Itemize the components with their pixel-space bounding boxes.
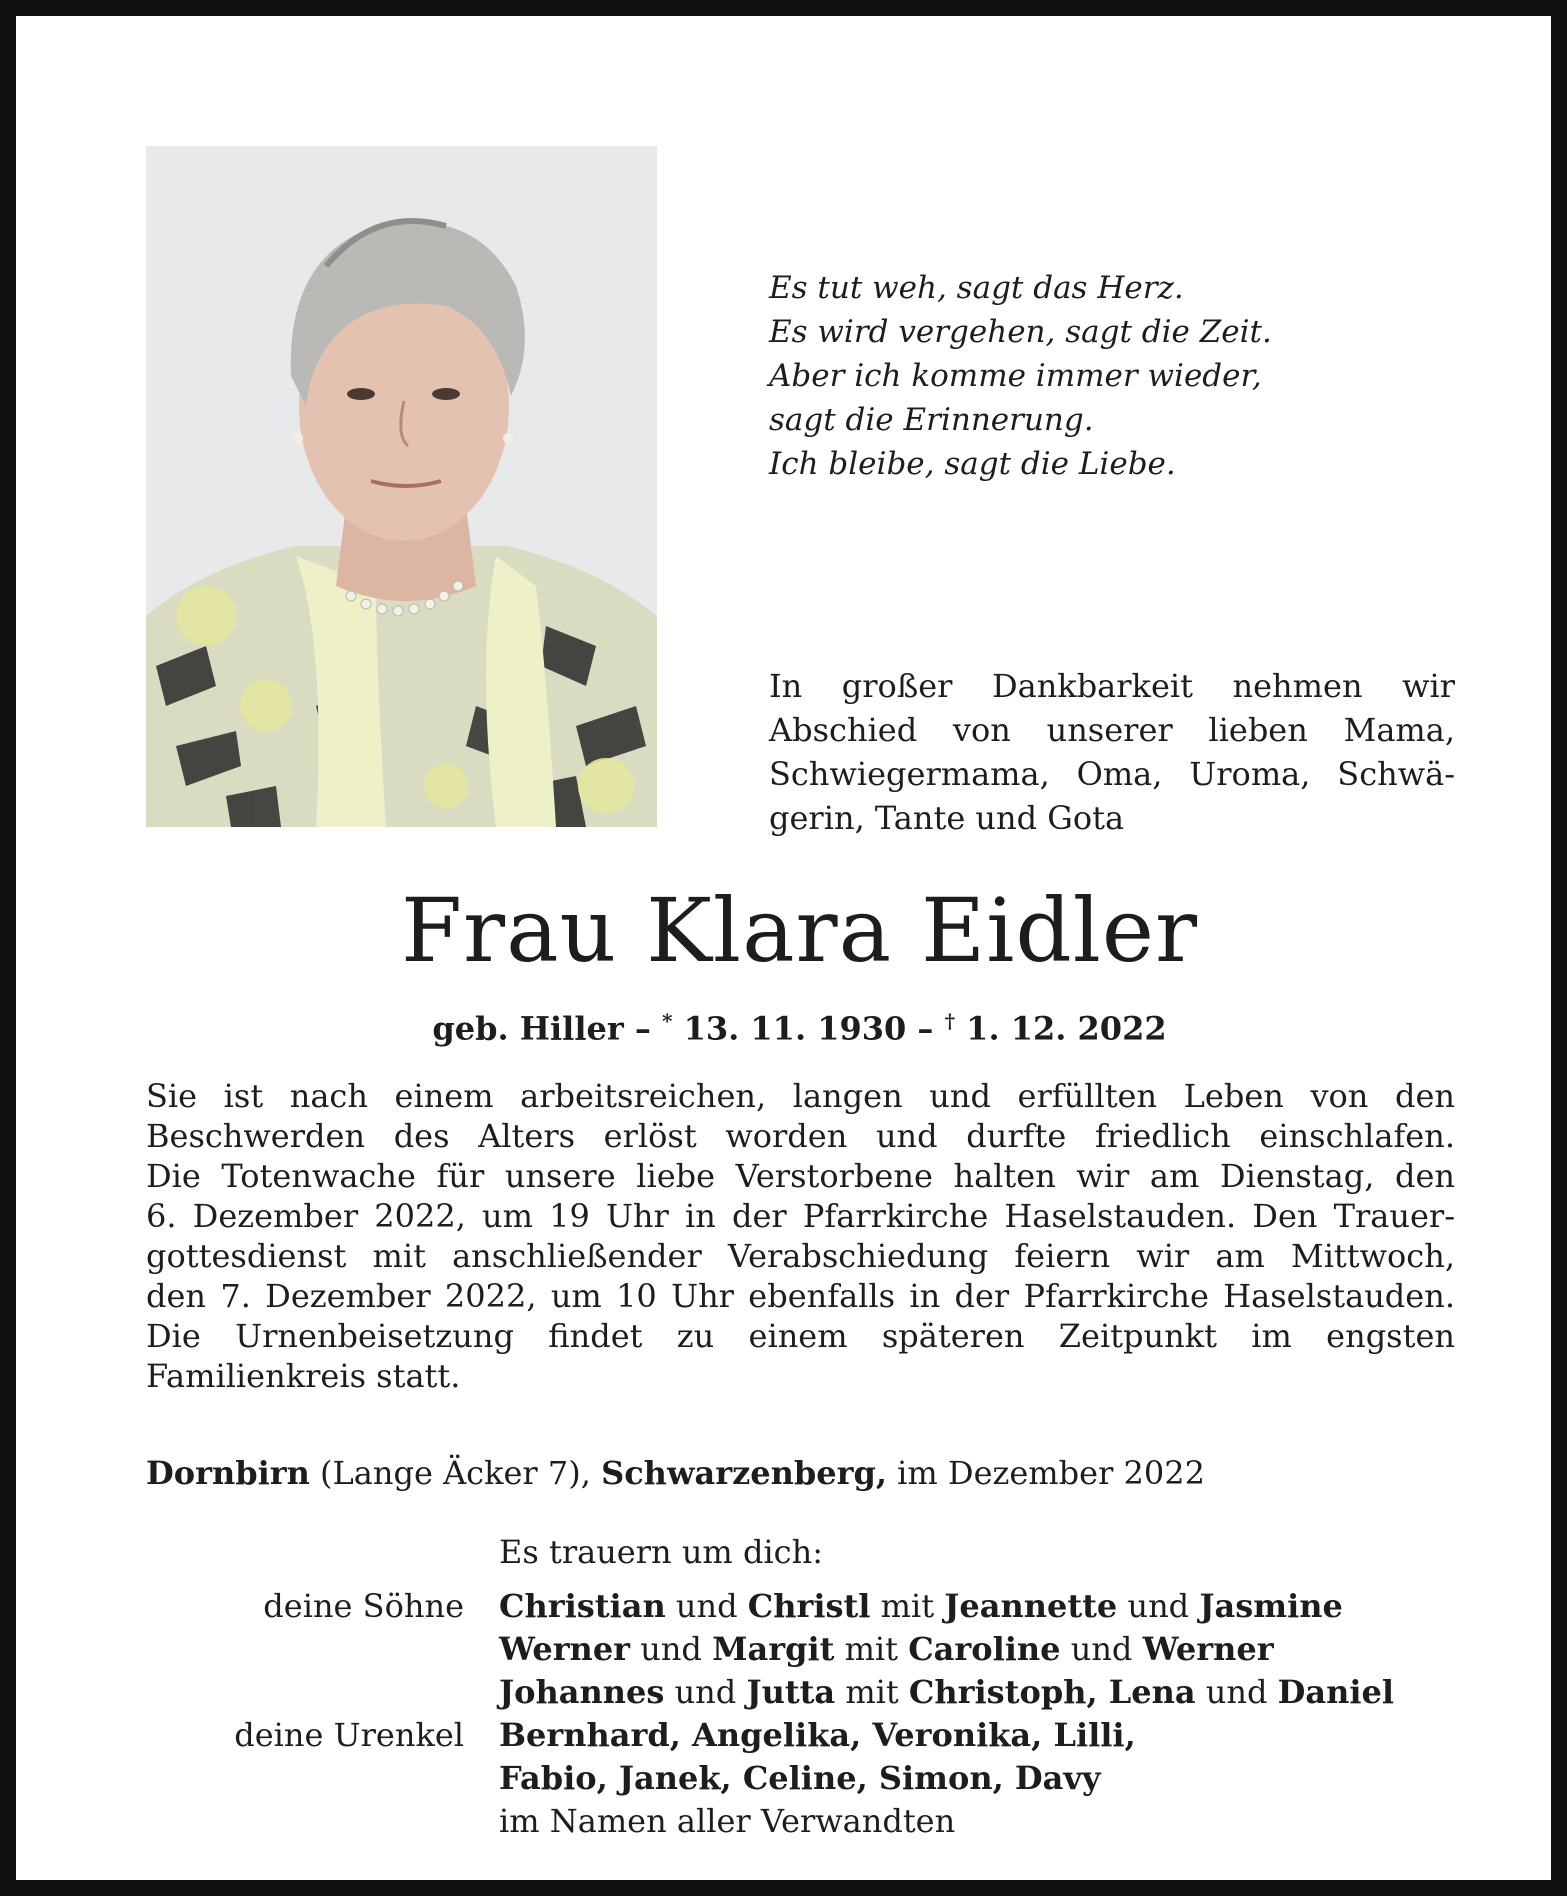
birth-date: 13. 11. 1930	[683, 1009, 907, 1048]
place-city-1: Dornbirn	[146, 1454, 310, 1492]
mourner-line	[499, 1757, 1101, 1800]
connector: mit	[834, 1630, 909, 1668]
connector: und	[630, 1630, 713, 1668]
body-line: 6. Dezember 2022, um 19 Uhr in der Pfarrkirche Haselstauden. Den Trauer-	[146, 1197, 1455, 1235]
intro-line: Schwiegermama, Oma, Uroma, Schwä-	[769, 755, 1455, 793]
mourner-line	[499, 1585, 1343, 1628]
body-line: Beschwerden des Alters erlöst worden und durfte friedlich einschlafen.	[146, 1117, 1455, 1155]
mourner-name: Caroline	[908, 1630, 1061, 1668]
birth-symbol: *	[661, 1009, 673, 1033]
connector: und	[664, 1673, 747, 1711]
birth-name: geb. Hiller	[432, 1009, 624, 1048]
death-date: 1. 12. 2022	[966, 1009, 1167, 1048]
dash: –	[917, 1009, 934, 1048]
place-date-line	[146, 1453, 1205, 1493]
body-line: Die Totenwache für unsere liebe Verstorbene halten wir am Dienstag, den	[146, 1157, 1455, 1195]
mourners-heading: Es trauern um dich:	[499, 1533, 823, 1571]
body-line: Sie ist nach einem arbeitsreichen, langen und erfüllten Leben von den	[146, 1077, 1455, 1115]
poem-line: Ich bleibe, sagt die Liebe.	[769, 446, 1176, 482]
poem-line: Es tut weh, sagt das Herz.	[769, 270, 1184, 306]
mourner-name: Werner	[499, 1630, 631, 1668]
body-line: Familienkreis statt.	[146, 1357, 461, 1395]
closing-line: im Namen aller Verwandten	[499, 1802, 956, 1840]
deceased-name: Frau Klara Eidler	[400, 879, 1199, 982]
mourner-name: Jutta	[746, 1673, 836, 1711]
mourner-line	[499, 1628, 1274, 1671]
mourner-line	[499, 1671, 1394, 1714]
connector: und	[1117, 1587, 1200, 1625]
mourner-line	[499, 1714, 1136, 1757]
mourner-name: Christoph, Lena	[908, 1673, 1196, 1711]
body-line: gottesdienst mit anschließender Verabschiedung feiern wir am Mittwoch,	[146, 1237, 1455, 1275]
body-paragraph	[146, 1076, 1455, 1396]
poem-line: sagt die Erinnerung.	[769, 402, 1094, 438]
dash: –	[634, 1009, 651, 1048]
connector: und	[1195, 1673, 1278, 1711]
mourner-name: Christian	[499, 1587, 666, 1625]
mourner-name: Margit	[712, 1630, 835, 1668]
intro-line: Abschied von unserer lieben Mama,	[769, 711, 1455, 749]
mourner-name: Johannes	[499, 1673, 665, 1711]
poem-line: Aber ich komme immer wieder,	[769, 358, 1262, 394]
mourner-name: Werner	[1142, 1630, 1274, 1668]
death-symbol: †	[944, 1009, 956, 1033]
mourner-name: Jeannette	[944, 1587, 1118, 1625]
poem	[769, 266, 1272, 486]
connector: und	[665, 1587, 748, 1625]
portrait-illustration	[146, 146, 657, 827]
mourner-names: Fabio, Janek, Celine, Simon, Davy	[499, 1759, 1101, 1797]
mourner-name: Christl	[747, 1587, 871, 1625]
mourner-names: Bernhard, Angelika, Veronika, Lilli,	[499, 1716, 1136, 1754]
intro-line: In großer Dankbarkeit nehmen wir	[769, 667, 1455, 705]
mourner-name: Daniel	[1277, 1673, 1395, 1711]
portrait-photo	[146, 146, 657, 827]
intro-text	[769, 664, 1455, 840]
place-address: (Lange Äcker 7),	[309, 1454, 602, 1492]
connector: und	[1060, 1630, 1143, 1668]
body-line: den 7. Dezember 2022, um 10 Uhr ebenfalls in der Pfarrkirche Haselstauden.	[146, 1277, 1455, 1315]
intro-line: gerin, Tante und Gota	[769, 799, 1125, 837]
body-line: Die Urnenbeisetzung findet zu einem späteren Zeitpunkt im engsten	[146, 1317, 1455, 1355]
connector: mit	[870, 1587, 945, 1625]
mourner-name: Jasmine	[1199, 1587, 1343, 1625]
place-date: im Dezember 2022	[886, 1454, 1205, 1492]
connector: mit	[835, 1673, 909, 1711]
poem-line: Es wird vergehen, sagt die Zeit.	[769, 314, 1272, 350]
life-dates	[16, 1001, 1567, 1049]
relation-label-great-grandchildren: deine Urenkel	[234, 1716, 464, 1754]
place-city-2: Schwarzenberg,	[601, 1454, 887, 1492]
relation-label-sons: deine Söhne	[263, 1587, 464, 1625]
